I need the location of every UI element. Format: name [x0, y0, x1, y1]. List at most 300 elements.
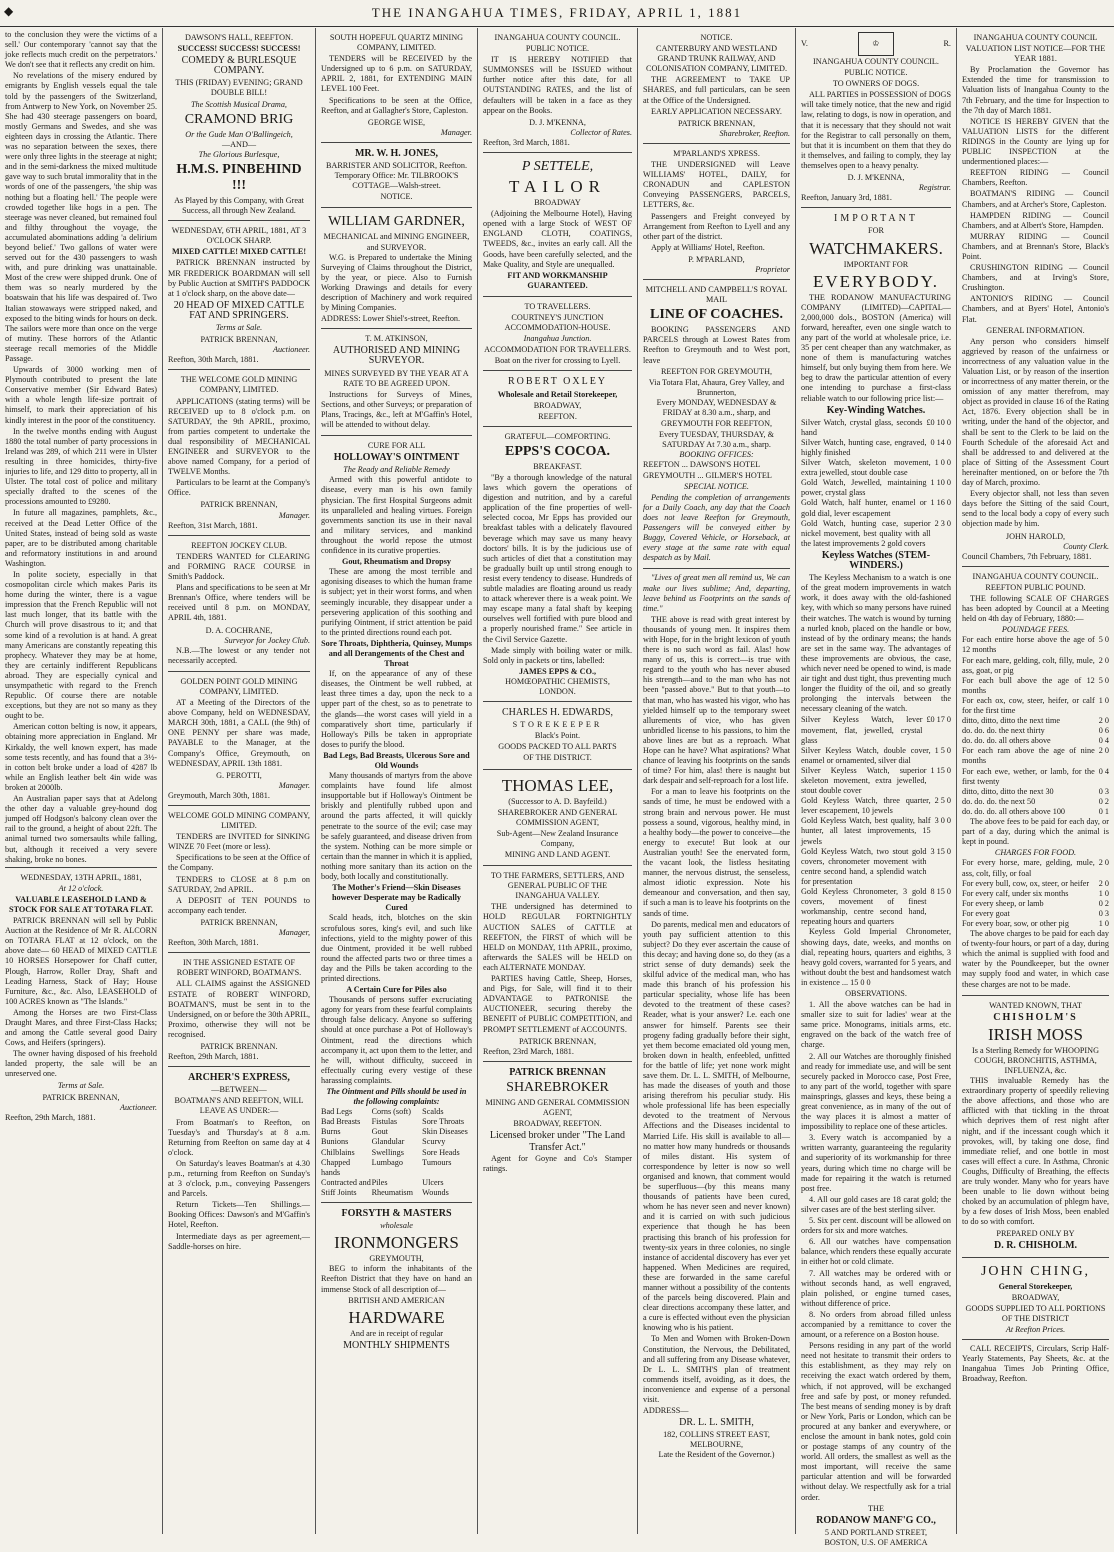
keywinding-price-list: [801, 418, 951, 549]
gardner-sub: MECHANICAL and MINING ENGINEER, and SURVEYOR.: [323, 232, 470, 252]
printing-body: CALL RECEIPTS, Circulars, Scrip Half-Yearly Statements, Pay Sheets, &c. at the Inangahua Times Job Printing Office, Broadway, Reefton.: [962, 1344, 1109, 1384]
crest-row: [801, 32, 951, 56]
w2-body: TENDERS are INVITED for SINKING WINZE 70 Feet (more or less).: [168, 832, 310, 852]
welcome-title: THE WELCOME GOLD MINING COMPANY, LIMITED.: [180, 375, 298, 395]
forsyth-advert: [321, 1205, 472, 1357]
dogs-title: TO OWNERS OF DOGS.: [832, 79, 920, 89]
food-charge-row: [962, 909, 1109, 919]
riding-item: BOATMAN'S RIDING — Council Chambers, and at Archer's Store, Capleston.: [962, 189, 1109, 209]
rail-role: Sharebroker, Reefton.: [719, 128, 790, 138]
observation: 3. Every watch is accompanied by a written warranty, guaranteeing the regularity and superiority of its workmanship for three years, during which time no charge will be made for repairing it the watch is returned post free.: [801, 1133, 951, 1193]
item-price: 0 3: [1098, 786, 1109, 796]
epps-body: "By a thorough knowledge of the natural laws which govern the operations of digestion and nutrition, and by a careful application of the fine properties of well-selected cocoa, Mr Epps has provided our breakfast tables with a delicately flavoured beverage which may save us many heavy doctors' bills. It is by the judicious use of such articles of diet that a constitution may be gradually built up until strong enough to resist every tendency to disease. Hundreds of subtle maladies are floating around us ready to attack wherever there is a weak point. We may escape many a fatal shaft by keeping ourselves well fortified with pure blood and a properly nourished frame." See article in the Civil Service Gazette.: [483, 473, 632, 644]
w2-body: Specifications to be seen at the Office of the Company.: [168, 853, 310, 873]
ailment-item: Bad Breasts: [321, 1117, 361, 1127]
riding-item: HAMPDEN RIDING — Council Chambers, and at Albert's Store, Hampden.: [962, 210, 1109, 230]
gardner-body: W.G. is Prepared to undertake the Mining Surveying of Claims throughout the District, by the year, or piece. Also to Furnish Working Drawings and details for every description of Machinery and work required by Mining Companies.: [321, 252, 472, 313]
keyless-body: The Keyless Mechanism to a watch is one of the great modern improvements in watch work, it does away with the old-fashioned key, with which so many persons have ruined their watches. The watch is wound by turning a nurled knob, placed on the handle or bow, instead of by the ordinary means; the hands are set in the same way. The advantages of these improvements are obvious, the case, which never need be opened to wind, is made air tight and dust tight, thus preventing much longer the fluidity of the oil, and so greatly prolonging the intervals between the necessary cleaning of the watch.: [801, 573, 951, 714]
ailments-row: [321, 1188, 472, 1198]
item-price: 0 3: [1098, 908, 1109, 918]
booking-greymouth: GREYMOUTH ... GILMER'S HOTEL: [643, 470, 772, 480]
dogs-advert: [801, 30, 951, 208]
watch-price-row: [801, 438, 951, 458]
observation: 6. All our watches have compensation balance, which renders these equally accurate in either hot or cold climate.: [801, 1237, 951, 1267]
everybody-title: EVERYBODY.: [813, 271, 939, 291]
cramond-sub: Or the Gude Man O'Ballingeich,: [185, 129, 293, 139]
sh-body: TENDERS will be RECEIVED by the Undersigned up to 6 p.m. on SATURDAY, APRIL 2, 1881, for EXTENDING MAIN LEVEL 100 Feet.: [321, 54, 472, 94]
item-description: Silver Keyless Watch, superior skeleton movement, extra jewelled, stout double cover: [801, 765, 927, 796]
article-paragraph: American cotton belting is now, it appears, obtaining more appreciation in England. Mr Kirkaldy, the well known expert, has made some tests recently, and has found that a 3½-in cotton belt broke under a load of 4287 lb while an English leather belt 4in wide was broken at 2000lb.: [5, 722, 157, 792]
railway-advert: [643, 30, 790, 144]
item-price: 2 0: [1098, 746, 1109, 756]
ailments-list: [321, 1107, 472, 1198]
sale-advert: [5, 870, 157, 1127]
smith-body: To Men and Women with Broken-Down Constitution, the Nervous, the Debilitated, and all suffering from any Disease whatever, Dr L. L. SMITH'S plan of treatment commends itself, avoiding, as it does, the inconvenience and expense of a personal visit.: [643, 1334, 790, 1404]
column-7: [957, 28, 1114, 1534]
ailment-item: Gout: [371, 1127, 388, 1137]
for-label: FOR: [868, 226, 884, 236]
icc-place: Reefton, 3rd March, 1881.: [483, 137, 570, 147]
jockey-body: TENDERS WANTED for CLEARING and FORMING RACE COURSE in Smith's Paddock.: [168, 551, 310, 582]
item-price: 3 0 0: [934, 816, 951, 826]
piles-heading: A Certain Cure for Piles also: [346, 985, 447, 995]
fee-row: [962, 767, 1109, 787]
item-price: £0 10 0: [926, 417, 951, 427]
forsyth-title: FORSYTH & MASTERS: [341, 1208, 452, 1220]
archer-between: —BETWEEN—: [211, 1085, 267, 1095]
special-body: Pending the completion of arrangements for a Daily Coach, any day that the Coach does not leave Reefton for Greymouth, Passengers will be conveyed either by Buggy, Covered Vehicle, or Horseback, at every stage at the same rate with equal despatch as by Mail.: [643, 492, 790, 563]
watch-price-row: [801, 519, 951, 549]
ailments-row: [321, 1127, 472, 1137]
watchmakers-title: WATCHMAKERS.: [809, 238, 943, 258]
settele-title: P SETTELE,: [521, 159, 594, 175]
address-label: ADDRESS—: [643, 1406, 689, 1416]
atkinson-rate: MINES SURVEYED BY THE YEAR AT A RATE TO BE AGREED UPON.: [324, 368, 469, 388]
item-description: do. do. do. the next thirty: [962, 726, 1045, 736]
valuation-body: By Proclamation the Governor has Extended the time for transmission to Valuation lists of Inangahua County to the 7th February, and the time for Inspection to the 7th day of March 1881.: [962, 65, 1109, 115]
archer-body: Return Tickets—Ten Shillings.—Booking Offices: Dawson's and M'Gaffin's Hotel, Reefton.: [168, 1200, 310, 1230]
item-description: Gold Watch, hunting case, superior nickel movement, best quality with all the latest improvements 2 gold covers: [801, 518, 931, 548]
gp-role: Manager.: [278, 780, 310, 790]
item-price: 3 15 0: [930, 846, 951, 856]
keyless-title: Keyless Watches (STEM-WINDERS.): [821, 549, 931, 572]
piles-body: Thousands of persons suffer excruciating agony for years from these fearful complaints through false delicacy. Anyone so suffering should at once purchase a Pot of Holloway's Ointment, read the directions which accompany it, act upon them to the letter, and he will, without difficulty, succeed in effectually curing every vestige of these harassing complaints.: [321, 995, 472, 1085]
sale-date: WEDNESDAY, 13TH APRIL, 1881,: [20, 872, 142, 882]
sh-role: Manager.: [440, 127, 472, 137]
article-paragraph: In future all magazines, pamphlets, &c., received at the Dead Letter Office of the United States, instead of being sold as waste paper, are to be distributed among charitable and reformatory institutions in and around Washington.: [5, 508, 157, 568]
rodanow-city: BOSTON, U.S. OF AMERICA: [824, 1537, 928, 1547]
jones-advert: [321, 145, 472, 208]
irish-moss-title: IRISH MOSS: [988, 1024, 1083, 1044]
legs-heading: Bad Legs, Bad Breasts, Ulcerous Sore and Old Wounds: [323, 750, 470, 770]
lee-body: SHAREBROKER AND GENERAL COMMISSION AGENT,: [497, 807, 618, 827]
fit-label: FIT AND WORKMANSHIP GUARANTEED.: [507, 270, 608, 290]
observation: 2. All our Watches are thoroughly finished and ready for immediate use, and will be sent securely packed in Morocco case, Post Free, to any part of the world, together with spare mainsprings, glasses and keys, these being a great convenience, as in many of the out of the way places it is almost a matter of impossibility to replace one of these articles.: [801, 1051, 951, 1132]
rodanow-body: THE RODANOW MANUFACTURING COMPANY (LIMITED)—CAPITAL—2,000,000 dols., BOSTON (America) will forward, hereafter, even one single watch to any part of the world at wholesale price, i.e. 35 per cent cheaper than any watchmaker, as none of them is manufacturing watches himself, but only buying them from here. We beg to draw the particular attention of every one intending to purchase a first-class reliable watch to our following price list:—: [801, 292, 951, 403]
icc2-title: INANGAHUA COUNTY COUNCIL.: [972, 571, 1099, 581]
item-price: £0 17 0: [926, 715, 951, 725]
notice-label: NOTICE.: [700, 33, 733, 42]
item-price: 1 0: [1098, 918, 1109, 928]
item-description: For each ram above the age of nine months: [962, 746, 1095, 766]
welcome-company-advert: [168, 372, 310, 535]
ching-goods: GOODS SUPPLIED TO ALL PORTIONS OF THE DISTRICT: [965, 1303, 1106, 1323]
item-price: 5 0: [1098, 635, 1109, 645]
sore-heading: Sore Throats, Diphtheria, Quinsey, Mumps and all Derangements of the Chest and Throat: [321, 638, 472, 669]
holloway-title: HOLLOWAY'S OINTMENT: [333, 452, 460, 464]
golden-point-advert: [168, 674, 310, 806]
breakfast-label: BREAKFAST.: [533, 461, 582, 471]
dawsons-hall-advert: [168, 30, 310, 221]
item-description: ditto, ditto, ditto the next 30: [962, 786, 1054, 796]
dogs-body: ALL PARTIES in POSSESSION of DOGS will take timely notice, that the new and rigid law, relating to dogs, is now in operation, and that it is necessary that they should not wait for the Registrar to call personally on them, but that it is incumbent on them that they do it themselves, and failing to comply, they lay themselves open to a heavy penalty.: [801, 90, 951, 170]
estate-signature: PATRICK BRENNAN.: [200, 1041, 278, 1051]
fee-row: [962, 676, 1109, 696]
ailment-item: Chilblains: [321, 1147, 355, 1157]
boat-label: Boat on the river for crossing to Lyell.: [494, 356, 621, 366]
cattle-head: 20 HEAD OF MIXED CATTLE FAT AND SPRINGERS.: [173, 299, 305, 321]
wanted-label: WANTED KNOWN, THAT: [989, 1000, 1082, 1010]
welcome-body: APPLICATIONS (stating terms) will be RECEIVED up to 8 o'clock p.m. on SATURDAY, the 9th APRIL, proximo, from parties competent to undertake the dual responsibility of MECHANICAL ENGINEER and SURVEYOR to the above named Company, for a period of TWELVE Months.: [168, 396, 310, 477]
pound-advert: [962, 569, 1109, 996]
holloway-advert: [321, 438, 472, 1203]
item-price: 1 0: [1098, 695, 1109, 705]
ironmongers-title: IRONMONGERS: [334, 1233, 459, 1253]
sh-signature: GEORGE WISE,: [367, 117, 426, 127]
fee-row: [962, 807, 1109, 817]
storekeeper-label: STOREKEEPER: [512, 720, 603, 730]
ailments-row: [321, 1107, 472, 1117]
rail-body: THE AGREEMENT to TAKE UP SHARES, and full particulars, can be seen at the Office of the Undersigned.: [643, 75, 790, 105]
epps-made: Made simply with boiling water or milk. Sold only in packets or tins, labelled:: [483, 645, 632, 665]
jockey-note: N.B.—The lowest or any tender not necessarily accepted.: [168, 645, 310, 665]
item-description: Silver Keyless Watch, lever movement, flat, jewelled, crystal glass: [801, 715, 923, 745]
pound-title: REEFTON PUBLIC POUND.: [985, 582, 1086, 592]
pinbehind-sub: As Played by this Company, with Great Success, all through New Zealand.: [174, 195, 304, 216]
the-label: THE: [868, 1503, 884, 1513]
welcome-winze-advert: [168, 808, 310, 953]
estate-place: Reefton, 29th March, 1881.: [168, 1052, 259, 1062]
xpress-signature: P. M'PARLAND,: [688, 254, 745, 264]
dr-smith-advert: [643, 571, 790, 1464]
epps-chemists: HOMŒOPATHIC CHEMISTS,: [505, 676, 610, 686]
riding-item: CRUSHINGTON RIDING — Council Chambers, and at Irving's Store, Crushington.: [962, 263, 1109, 293]
coach-body: BOOKING PASSENGERS AND PARCELS through at Lowest Rates from Reefton to Greymouth and to West port, leave: [643, 325, 790, 365]
rail-signature: PATRICK BRENNAN,: [677, 118, 756, 128]
drchisholm-title: D. R. CHISHOLM.: [993, 1239, 1078, 1251]
item-price: 8 15 0: [930, 887, 951, 897]
keywinding-title: Key-Winding Watches.: [826, 404, 926, 416]
coach-via: Via Totara Flat, Ahaura, Grey Valley, and Brunnerton,: [648, 377, 785, 397]
item-description: Silver Watch, skeleton movement, extra jewelled, stout double case: [801, 458, 931, 478]
fee-row: [962, 746, 1109, 766]
watch-price-row: [801, 816, 951, 846]
lee-sub: (Successor to A. D. Bayfeild.): [508, 796, 607, 806]
farmers-body: PARTIES having Cattle, Sheep, Horses, and Pigs, for Sale, will find it to their ADVANTAGE to PATRONISE the AUCTIONEER, securing thereby the BENEFIT of PUBLIC COMPETITION, and PROMPT SETTLEMENT of ACCOUNTS.: [483, 974, 632, 1034]
archer-body: From Boatman's to Reefton, on Tuesday's and Thursday's at 8 a.m. Returning from Reefton on same day at 4 o'clock.: [168, 1117, 310, 1157]
ailment-item: Scurvy: [422, 1137, 446, 1147]
item-price: 0 1: [1098, 806, 1109, 816]
ailment-item: Stiff Joints: [321, 1187, 357, 1197]
smith-body: Do parents, medical men and educators of youth pay sufficient attention to this subject? Do they ever ascertain the cause of this decay; and having done so, do they (as a strict sense of duty demands) seek the skilful advice of the medical man, who has made this branch of his profession his particular speciality, whose life has been devoted to the treatment of these cases? Reader, what is your answer? I.e. each one answer for himself. Parents see their progeny fading gradually before their sight, yet them become emaciated old young men, broken down in health, enfeebled, unfitted for the battle of life; yet none work might save them. Dr. L. L. SMITH, of Melbourne, has made the diseases of youth and those arising therefrom his peculiar study. His whole professional life has been especially devoted to the treatment of Nervous Affections and the Diseases incidental to Married Life. His skill is available to all—no matter how many hundreds or thousands of miles distant. His system of correspondence by letter is now so well organised and known, that comment would be superfluous—(by this means many thousands of patients have been cured, whom he has never seen and never known) and it is carried on with such judicious experience that though he has been practising this branch of his profession for twenty-six years in three colonies, no single instance of accidental discovery has ever yet happened. When Medicines are required, these are forwarded in the same careful manner without a possibility of the contents of the parcels being discovered. Plain and clear directions accompany these latter, and a cure is effected without even the physician knowing who is his patient.: [643, 919, 790, 1333]
jones-office: Temporary Office: Mr. TILBROOK'S COTTAGE—Walsh-street.: [334, 171, 459, 191]
pb-mining: MINING AND GENERAL COMMISSION AGENT,: [485, 1097, 630, 1117]
edwards-advert: [483, 704, 632, 769]
holloway-sub: The Ready and Reliable Remedy: [343, 465, 450, 475]
rodanow-address: 5 AND PORTLAND STREET,: [824, 1527, 928, 1537]
oxley-advert: [483, 373, 632, 426]
ching-advert: [962, 1260, 1109, 1340]
item-price: 1 16 0: [930, 498, 951, 508]
atkinson-title: T. M. ATKINSON,: [365, 334, 428, 344]
item-price: 2 0: [1098, 716, 1109, 726]
general-title: GENERAL INFORMATION.: [986, 325, 1085, 335]
watch-price-row: [801, 796, 951, 816]
licensed-label: Licensed broker under "The Land Transfer Act.": [489, 1130, 626, 1154]
cattle-sale-advert: [168, 223, 310, 370]
receipt-label: And are in receipt of regular: [350, 1328, 443, 1338]
smith-name: DR. L. L. SMITH,: [679, 1417, 754, 1429]
drama-label: The Scottish Musical Drama,: [191, 99, 287, 109]
food-note: The above charges to be paid for each day of twenty-four hours, or part of a day, during which the animal is supplied with food and water by the Poundkeeper, but the owner may supply food and water, in which case these charges are not to be made.: [962, 929, 1109, 989]
mother-heading: The Mother's Friend—Skin Diseases however Desperate may be Radically Cured: [331, 883, 461, 913]
item-price: 0 6: [1098, 726, 1109, 736]
item-description: Gold Keyless Watch, three quarter, lever escapement, 10 jewels: [801, 796, 931, 816]
sale-role: Auctioneer.: [119, 1102, 157, 1112]
observation: 8. No orders from abroad filled unless accompanied by a remittance to cover the amount, or a reference on a Boston house.: [801, 1309, 951, 1340]
ailment-item: Glandular: [371, 1137, 405, 1147]
gp-title: GOLDEN POINT GOLD MINING COMPANY, LIMITED.: [180, 676, 298, 696]
irish-body: THIS invaluable Remedy has the extraordinary property of speedily relieving the above affections, and those who are afflicted with that tickling in the throat which deprives them of rest night after night, and if the incessant cough which it provokes, will, by taking one dose, find immediate relief, and one bottle in most cases will effect a cure. In Asthma, Chronic Coughs, Difficulty of Breathing, the effects are truly wonder. Many who for years have been unable to lie down without being choked by an accumulation of phlegm have, by a few doses of Irish Moss, been enabled to do so with comfort.: [962, 1076, 1109, 1227]
ailments-row: [321, 1178, 472, 1188]
riding-item: ANTONIO'S RIDING — Council Chambers, and at Byers' Hotel, Antonio's Flat.: [962, 294, 1109, 324]
article-paragraph: to the conclusion they were the victims of a sell.' Our contemporary 'cannot say that the joke reflects much credit on the perpetrators.' We don't see that it reflects any credit on him.: [5, 30, 157, 70]
sale-signature: PATRICK BRENNAN,: [42, 1092, 120, 1102]
item-description: Gold Watch, Jewelled, maintaining power, crystal glass: [801, 478, 927, 498]
masthead-title: THE INANGAHUA TIMES, FRIDAY, APRIL 1, 1881: [371, 5, 743, 20]
archer-title: ARCHER'S EXPRESS,: [188, 1072, 290, 1084]
oxley-title: ROBERT OXLEY: [507, 376, 608, 388]
coaches-advert: [643, 282, 790, 569]
masthead: [0, 0, 1114, 27]
poundage-fee-list: [962, 635, 1109, 817]
article-paragraph: No revelations of the misery endured by emigrants by English vessels equal the tale told by the passengers of the Switzerland, from Antwerp to New York, on November 25. She had 430 steerage passengers on board, mostly Germans and Swedes, and she was eighteen days in crossing the Atlantic. There was no separation between the sexes, there were only three lights in the steerage at night; and in the semi-darkness the mixed multitude gave way to such brutal immorality that in the words of one of the passengers, 'the ship was nothing but a floating hell.' The people were crowded together like hogs in a pen. The steerage was never cleaned, but remained foul and filthy throughout the voyage, the accumulated abominations adding 'a delirium beyond belief.' Two gallons of water were served out for the 430 passengers to wash with, and pure drinking was unattainable. Most of the crew were shipped drunk. One of them was so nearly murdered by the boatswain that his life was despaired of. Two Italian stowaways were stripped naked, and exposed to the biting winds for hours on deck. The sailors were more than once on the verge of mutiny. These horrors of the Atlantic steerage recall memories of the Middle Passage.: [5, 71, 157, 363]
observation: 5. Six per cent. discount will be allowed on orders for six and more watches.: [801, 1216, 951, 1236]
ridings-list: [962, 168, 1109, 324]
wholesale-label: wholesale: [380, 1221, 413, 1231]
archer-route: BOATMAN'S AND REEFTON, WILL LEAVE AS UNDER:—: [174, 1096, 304, 1116]
ching-title: JOHN CHING,: [980, 1263, 1091, 1279]
watch-price-row: [801, 847, 951, 887]
ailment-item: Sore Throats: [422, 1117, 465, 1127]
cattle-body: PATRICK BRENNAN instructed by MR FREDERICK BOARDMAN will sell by Public Auction at SMITH'S PADDOCK at 1 o'clock sharp, on the above date—: [168, 258, 310, 298]
cramond-title: CRAMOND BRIG: [184, 111, 294, 127]
booking-label: BOOKING OFFICES:: [679, 450, 754, 460]
article-paragraph: In polite society, especially in that cosmopolitan circle which makes Paris its home during the winter, there is a vague impression that the French Republic will not last much longer, that its battle with the Church will prove disastrous to it; and that some kind of a revolution is at hand. A great many Americans are constantly repeating this prophecy. Whatever they may be at home, they are certainly indifferent Republicans abroad. They are especially cynical and unsympathetic with regard to the French Republic. Of course there are notable exceptions, but they are not so many as they ought to be.: [5, 569, 157, 721]
item-description: Gold Watch, half hunter, enamel or gold dial, lever escapement: [801, 498, 927, 518]
divider: [5, 867, 157, 868]
item-description: Silver Watch, crystal glass, seconds hand: [801, 417, 923, 437]
lee-title: THOMAS LEE,: [501, 775, 614, 795]
gardner-advert: [321, 210, 472, 329]
gp-place: Greymouth, March 30th, 1881.: [168, 790, 270, 800]
item-price: 2 0: [1098, 858, 1109, 868]
sale-time: At 12 o'clock.: [58, 883, 104, 893]
xpress-role: Proprietor: [755, 264, 790, 274]
lee-advert: [483, 772, 632, 867]
fee-row: [962, 716, 1109, 726]
gardner-title: WILLIAM GARDNER,: [328, 214, 465, 230]
watch-price-row: [801, 458, 951, 478]
booking-reefton: REEFTON ... DAWSON'S HOTEL: [643, 460, 761, 470]
this-evening: THIS (FRIDAY) EVENING; GRAND DOUBLE BILL!: [175, 78, 303, 98]
item-price: 2 5 0: [934, 796, 951, 806]
agent-label: Agent for Goyne and Co's Stamper ratings.: [483, 1154, 632, 1174]
holloway-body: Armed with this powerful antidote to disease, every man is his own family physician. The first Hospital Surgeons admit its unparalleled and healing virtues. Foreign governments sanction its use in their naval and military services, and mankind throughout the world repose the utmost confidence in its curative properties.: [321, 475, 472, 556]
valuation-advert: [962, 30, 1109, 567]
cure-label: CURE FOR ALL: [367, 441, 426, 451]
food-charge-row: [962, 899, 1109, 909]
smith-late: Late the Resident of the Governor.): [658, 1450, 775, 1460]
column-5: [638, 28, 796, 1534]
fees-note: The above fees to be paid for each day, or part of a day, during which the animal is kept in pound.: [962, 817, 1109, 847]
poundage-title: POUNDAGE FEES.: [1001, 625, 1070, 635]
gp-signature: G. PEROTTI,: [216, 770, 262, 780]
rail-title: CANTERBURY AND WESTLAND GRAND TRUNK RAILWAY, AND COLONISATION COMPANY, LIMITED.: [645, 44, 787, 74]
district-label: OF THE DISTRICT.: [523, 753, 592, 763]
coaches-title: LINE OF COACHES.: [650, 307, 783, 323]
cattle-place: Reefton, 30th March, 1881.: [168, 355, 259, 365]
estate-body: ALL CLAIMS against the ASSIGNED ESTATE of ROBERT WINFORD, BOATMAN'S, must be sent in to the Undersigned, on or before the 30th APRIL, Proximo, otherwise they will not be recognised.: [168, 979, 310, 1039]
tailor-advert: [483, 155, 632, 297]
fee-row: [962, 656, 1109, 676]
forsyth-body: BEG to inform the inhabitants of the Reefton District that they have on hand an immense Stock of all description of—: [321, 1264, 472, 1294]
and-line: —AND—: [221, 139, 257, 149]
hardware-title: HARDWARE: [348, 1307, 445, 1327]
harold-role: County Clerk.: [1063, 541, 1109, 551]
watch-price-row: [801, 418, 951, 438]
article-paragraph: An Australian paper says that at Adelong the other day a valuable grey-hound dog jumped off Hodgson's balcony clean over the rail to the ground, a height of about 22ft. The animal turned two somersaults while falling, but, although it received a very severe shaking, broke no bones.: [5, 794, 157, 864]
sale-terms: Terms at Sale.: [57, 1080, 105, 1090]
mother-body: Scald heads, itch, blotches on the skin scrofulous sores, king's evil, and such like infections, yield to the mighty power of this due Ointment, provided it be well rubbed round the affected parts two or three times a day and the Pills be taken according to the printed directions.: [321, 913, 472, 983]
gout-body: These are among the most terrible and agonising diseases to which the human frame is subject; yet in their worst forms, and when seemingly incurable, they disappear under a persevering application of this soothing and purifying Ointment, if strict attention be paid to the printed directions round each pot.: [321, 567, 472, 637]
w2-body: TENDERS to CLOSE at 8 p.m on SATURDAY, 2nd APRIL.: [168, 874, 310, 894]
ailments-row: [321, 1148, 472, 1158]
crest-right: R.: [943, 38, 951, 48]
item-description: For every sheep, or lamb: [962, 898, 1044, 908]
junction-label: Inangahua Junction.: [523, 334, 592, 344]
food-charge-row: [962, 919, 1109, 929]
smith-body: THE above is read with great interest by thousands of young men. It inspires them with Hope, for in the bright lexicon of youth there is no such word as fail. Alas! how many of us, this is correct—is true with regard to the youth who has never abused his strength—and to the man who has not been "passed above." But to that youth—to that man, who has wasted his vigor, who has yielded himself up to the temporary sweet allurements of vice, who has given unbridled license to his passions, to him the above lines are but as a reproach. What Hope can he have? What aspirations? What chance of leaving his footprints on the sands of time? For him, alas! there is naught but dark despair and self-reproach for a lost life.: [643, 614, 790, 786]
epps-company: JAMES EPPS & CO.,: [518, 666, 597, 676]
item-price: 2 3 0: [934, 518, 951, 528]
south-hopeful-advert: [321, 30, 472, 143]
icc-title: INANGAHUA COUNTY COUNCIL: [973, 33, 1098, 42]
irish-moss-advert: [962, 998, 1109, 1258]
w2-place: Reefton, 30th March, 1881.: [168, 938, 259, 948]
riding-item: REEFTON RIDING — Council Chambers, Reefton.: [962, 168, 1109, 188]
courtney-advert: [483, 299, 632, 372]
fee-row: [962, 696, 1109, 716]
ailment-item: Chapped hands: [321, 1157, 351, 1177]
notice-label: NOTICE.: [380, 192, 413, 202]
ailments-row: [321, 1137, 472, 1147]
item-price: 1 0: [1098, 888, 1109, 898]
xpress-body: Passengers and Freight conveyed by Arrangement from Reefton to Lyell and any other part of the district.: [643, 211, 790, 241]
farmers-body: THE undersigned has determined to HOLD REGULAR FORTNIGHTLY AUCTION SALES of CATTLE at REEFTON, the FIRST of which will be HELD on MONDAY, 11th APRIL, proximo, afterwards the SALES will be HELD on each ALTERNATE MONDAY.: [483, 902, 632, 972]
estate-title: IN THE ASSIGNED ESTATE OF ROBERT WINFORD, BOATMAN'S.: [176, 958, 302, 978]
lee-body2: Sub-Agent—New Zealand Insurance Company,: [496, 828, 619, 848]
xpress-body: Apply at Williams' Hotel, Reefton.: [651, 242, 765, 252]
pb-share: SHAREBROKER: [506, 1079, 609, 1095]
food-charge-row: [962, 858, 1109, 878]
food-charge-row: [962, 889, 1109, 899]
item-description: For every calf, under six months: [962, 888, 1069, 898]
smith-address: 182, COLLINS STREET EAST, MELBOURNE,: [663, 1430, 770, 1450]
sale-title: VALUABLE LEASEHOLD LAND & STOCK FOR SALE AT TOTARA FLAT.: [9, 894, 153, 914]
success-line: SUCCESS! SUCCESS! SUCCESS!: [177, 44, 301, 54]
item-description: Gold Keyless Watch, two stout gold covers, chronometer movement with centre second hand, a splendid watch for presentation: [801, 846, 927, 886]
hall-name: DAWSON'S HALL, REEFTON.: [184, 33, 293, 42]
oxley-sub: Wholesale and Retail Storekeeper,: [497, 389, 618, 399]
sale-body: The owner having disposed of his freehold landed property, the sale will be an unreserved one.: [5, 1049, 157, 1079]
mail-title: MITCHELL AND CAMPBELL'S ROYAL MAIL: [645, 285, 788, 305]
british-label: BRITISH AND AMERICAN: [348, 1295, 445, 1305]
special-title: SPECIAL NOTICE.: [684, 481, 749, 491]
article-paragraph: In the twelve months ending with August 1880 the total number of party processions in Ireland was 289, of which 211 were in Ulster resulting in three homicides, thirty-five injuries to life, and 129 ditto to property, all in Ulster. The total cost of police and military specially drafted to the scenes of the processions amounted to £9280.: [5, 426, 157, 507]
welcome-body: Particulars to be learnt at the Company's Office.: [168, 478, 310, 498]
accommodation-label: ACCOMMODATION FOR TRAVELLERS.: [484, 345, 631, 355]
column-3: [316, 28, 478, 1534]
food-charge-list: [962, 858, 1109, 929]
blacks-label: Black's Point.: [534, 731, 581, 741]
pound-body: THE following SCALE OF CHARGES has been adopted by Council at a Meeting held on 4th day of February, 1880:—: [962, 593, 1109, 624]
important-label: IMPORTANT: [834, 213, 918, 225]
sale-place: Reefton, 29th March, 1881.: [5, 1112, 96, 1122]
cattle-title: MIXED CATTLE! MIXED CATTLE!: [171, 247, 307, 257]
cattle-terms: Terms at Sale.: [215, 322, 263, 332]
corner-mark: ◆: [4, 4, 14, 18]
rail-early: EARLY APPLICATION NECESSARY.: [651, 106, 782, 116]
charges-title: CHARGES FOR FOOD.: [994, 848, 1077, 858]
watch-price-row: [801, 498, 951, 518]
item-description: For each mare, gelding, colt, filly, mule, ass, goat, or pig: [962, 655, 1095, 675]
observation: 1. All the above watches can be had in smaller size to suit for ladies' wear at the same price. Monograms, initials arms, etc. engraved on the back of the watch free of charge.: [801, 1000, 951, 1050]
irish-sub: Is a Sterling Remedy for WHOOPING COUGH, BRONCHITIS, ASTHMA, INFLUENZA, &c.: [972, 1045, 1099, 1075]
edwards-title: CHARLES H. EDWARDS,: [501, 707, 614, 719]
item-price: 1 15 0: [930, 765, 951, 775]
w2-role: Manager,: [278, 928, 310, 938]
fee-row: [962, 797, 1109, 807]
important2-label: IMPORTANT FOR: [843, 259, 909, 269]
icc-role: Collector of Rates.: [570, 127, 632, 137]
article-paragraph: Upwards of 3000 working men of Plymouth contributed to present the late Conservative member (Sir Edward Bates) with a whole length life-size portrait of himself, to mark their appreciation of his kindly interest in the poor of the constituency.: [5, 365, 157, 425]
welcome-place: Reefton, 31st March, 1881.: [168, 520, 258, 530]
company-name: COMEDY & BURLESQUE COMPANY.: [181, 55, 297, 77]
ailment-item: Burns: [321, 1127, 341, 1137]
valuation-title: VALUATION LIST NOTICE—FOR THE YEAR 1881.: [965, 44, 1106, 64]
gp-body: AT a Meeting of the Directors of the above Company, held on WEDNESDAY, MARCH 30th, 1881, a CALL (the 9th) of ONE PENNY per share was made, PAYABLE to the Manager, at the Company's Office, Greymouth, on WEDNESDAY, APRIL 13th 1881.: [168, 698, 310, 768]
sale-body: PATRICK BRENNAN will sell by Public Auction at the Residence of Mr R. ALCORN on TOTARA FLAT at 12 o'clock, on the above date— 60 HEAD of MIXED CATTLE 10 HORSES Horsepower for Chaff cutter, Plough, Harrow, Roller Dray, Shaft and Leading Harness, Stack of Hay; House Furniture, &c., &c. Also, LEASEHOLD of 100 ACRES known as "The Islands.": [5, 916, 157, 1006]
general-body: Any person who considers himself aggrieved by reason of the unfairness or incorrectness of any valuation value in the Valuation List, or by reason of the insertion or incorrectness of any matter therein, or the omission of any matter therefrom, may object as provided in clause 16 of the Rating Act, 1876. Every objection shall be in writing, under the hand of the objector, and shall be sent to the Clerk to be laid on the Fourth Schedule of the aforesaid Act and shall be addressed to and delivered at the place of Sitting of the Assessment Court hereinafter mentioned, on or before the 7th day of March, proximo.: [962, 336, 1109, 488]
keyless-extra: Keyless Gold Imperial Chronometer, showing days, date, weeks, and months on dial, repeating hours, quarters and eighths, 3 heavy gold covers, warranted for 5 years, and without doubt the best and handsomest watch in existence ... 15 0 0: [801, 927, 951, 987]
sh-body: Specifications to be seen at the Office, Reefton, and at Gallagher's Store, Capleston.: [321, 95, 472, 115]
ching-sub: General Storekeeper,: [998, 1281, 1073, 1291]
item-price: 0 2: [1098, 898, 1109, 908]
cattle-signature: PATRICK BRENNAN,: [200, 335, 278, 345]
burlesque-label: The Glorious Burlesque,: [198, 149, 280, 159]
item-price: 5 0: [1098, 675, 1109, 685]
